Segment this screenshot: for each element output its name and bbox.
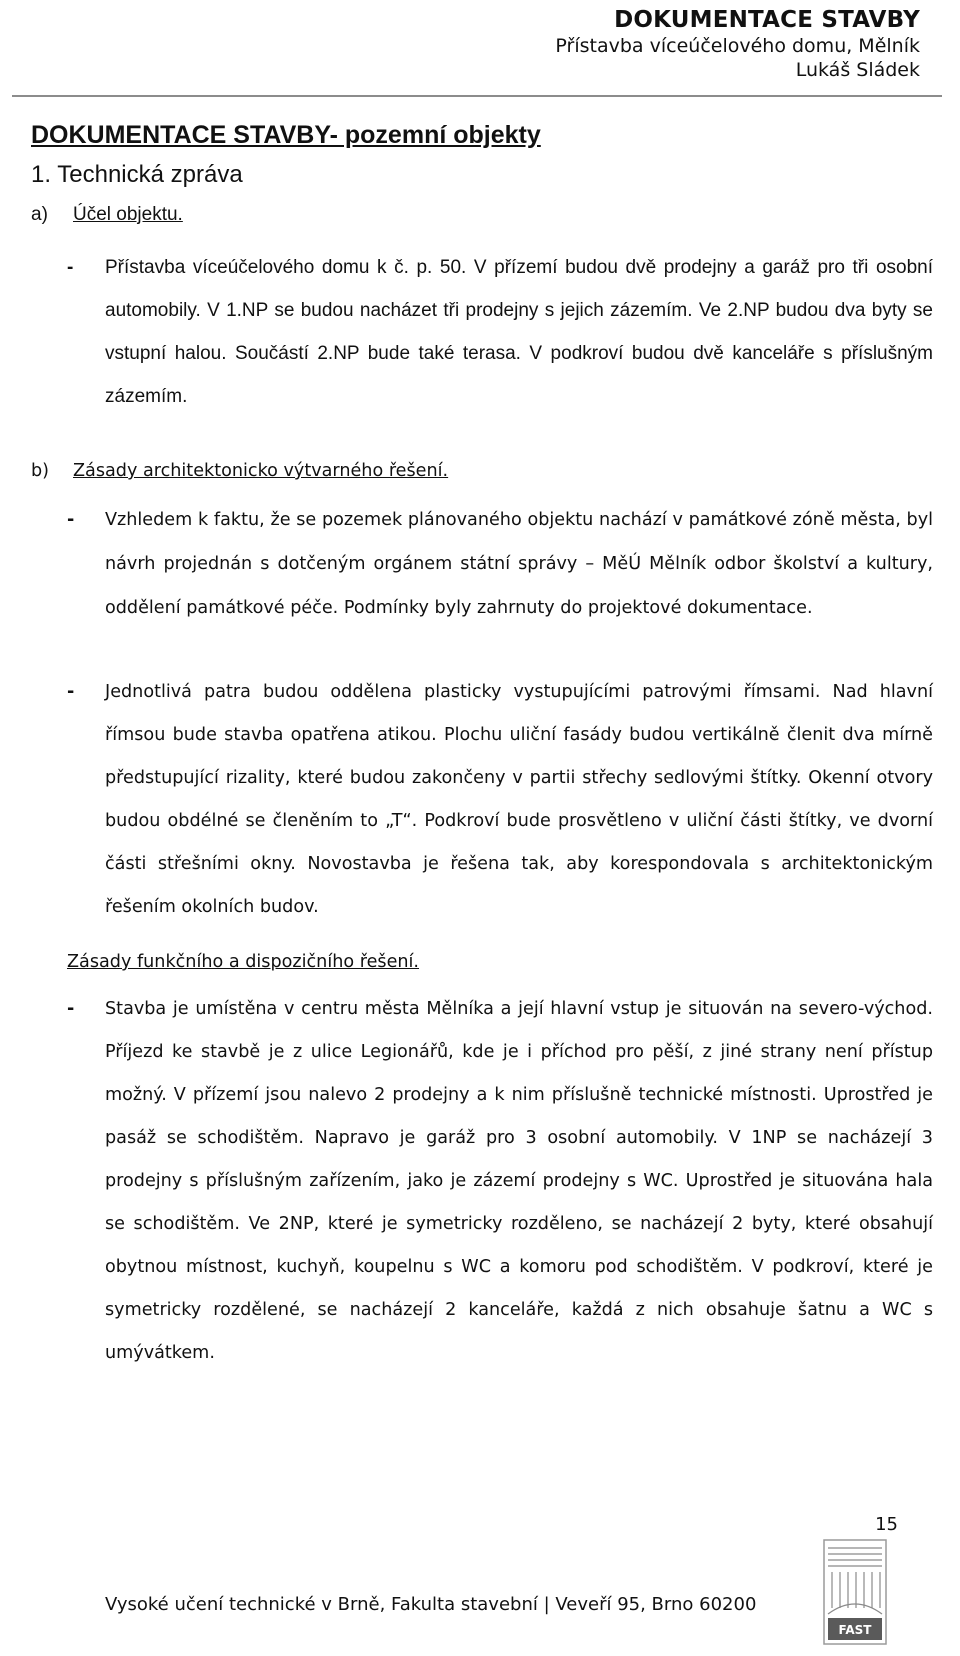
header-author: Lukáš Sládek xyxy=(795,58,920,81)
header-title: DOKUMENTACE STAVBY xyxy=(614,7,920,33)
section-b-letter: b) xyxy=(31,461,50,481)
section-b-heading xyxy=(31,461,448,481)
section-a-letter: a) xyxy=(31,204,48,225)
section-b-paragraph-1: Vzhledem k faktu, že se pozemek plánovaného objektu nachází v památkové zóně města, byl návrh projednán s dotčeným orgánem státní správy – MěÚ Mělník odbor školství a kultury, oddělení památkové péče. Podmínky byly zahrnuty do projektové dokumentace. xyxy=(105,510,933,618)
section-c-paragraph-1: Stavba je umístěna v centru města Mělníka a její hlavní vstup je situován na severo-východ. Příjezd ke stavbě je z ulice Legionářů, kde je i příchod pro pěší, z jiné strany není přístup možný. V přízemí jsou nalevo 2 prodejny a k nim příslušně technické místnosti. Uprostřed je pasáž se schodištěm. Napravo je garáž pro 3 osobní automobily. V 1NP se nacházejí 3 prodejny s příslušným zařízením, jako je zázemí prodejny s WC. Uprostřed je situována hala se schodištěm. Ve 2NP, které je symetricky rozděleno, se nacházejí 2 byty, které obsahují obytnou místnost, kuchyň, koupelnu s WC a komoru pod schodištěm. V podkroví, které je symetricky rozdělené, se nacházejí 2 kanceláře, každá z nich obsahuje šatnu a WC s umývátkem. xyxy=(105,999,933,1363)
section-c-title: Zásady funkčního a dispozičního řešení. xyxy=(67,952,420,972)
logo-text: FAST xyxy=(838,1623,872,1637)
list-dash: - xyxy=(67,682,75,702)
document-main-title: DOKUMENTACE STAVBY- pozemní objekty xyxy=(31,121,541,149)
list-dash: - xyxy=(67,510,75,530)
section-a-title: Účel objektu. xyxy=(73,204,183,225)
section-b-title: Zásady architektonicko výtvarného řešení. xyxy=(73,461,449,481)
page-header xyxy=(555,6,920,82)
list-dash: - xyxy=(67,257,74,278)
faculty-logo xyxy=(822,1538,888,1646)
section-a-item-1 xyxy=(67,246,933,418)
section-c-item-1 xyxy=(67,988,933,1375)
section-a-heading xyxy=(31,204,183,226)
section-b-item-2 xyxy=(67,671,933,929)
header-project: Přístavba víceúčelového domu, Mělník xyxy=(555,34,920,57)
page-footer: Vysoké učení technické v Brně, Fakulta stavební | Veveří 95, Brno 60200 xyxy=(105,1594,757,1615)
section-b-item-1 xyxy=(67,498,933,630)
section-a-paragraph-1: Přístavba víceúčelového domu k č. p. 50. V přízemí budou dvě prodejny a garáž pro tři osobní automobily. V 1.NP se budou nacházet tři prodejny s jejich zázemím. Ve 2.NP budou dva byty se vstupní halou. Součástí 2.NP bude také terasa. V podkroví budou dvě kanceláře s příslušným zázemím. xyxy=(105,257,933,407)
page-number: 15 xyxy=(875,1514,898,1535)
list-dash: - xyxy=(67,999,75,1019)
header-divider xyxy=(12,95,942,97)
section-b-paragraph-2: Jednotlivá patra budou oddělena plasticky vystupujícími patrovými římsami. Nad hlavní římsou bude stavba opatřena atikou. Plochu uliční fasády budou vertikálně členit dva mírně předstupující rizality, které budou zakončeny v partii střechy sedlovými štítky. Okenní otvory budou obdélné se členěním to „T“. Podkroví bude prosvětleno v uliční části štítky, ve dvorní části střešními okny. Novostavba je řešena tak, aby korespondovala s architektonickým řešením okolních budov. xyxy=(105,682,933,917)
document-sub-title: 1. Technická zpráva xyxy=(31,161,243,188)
